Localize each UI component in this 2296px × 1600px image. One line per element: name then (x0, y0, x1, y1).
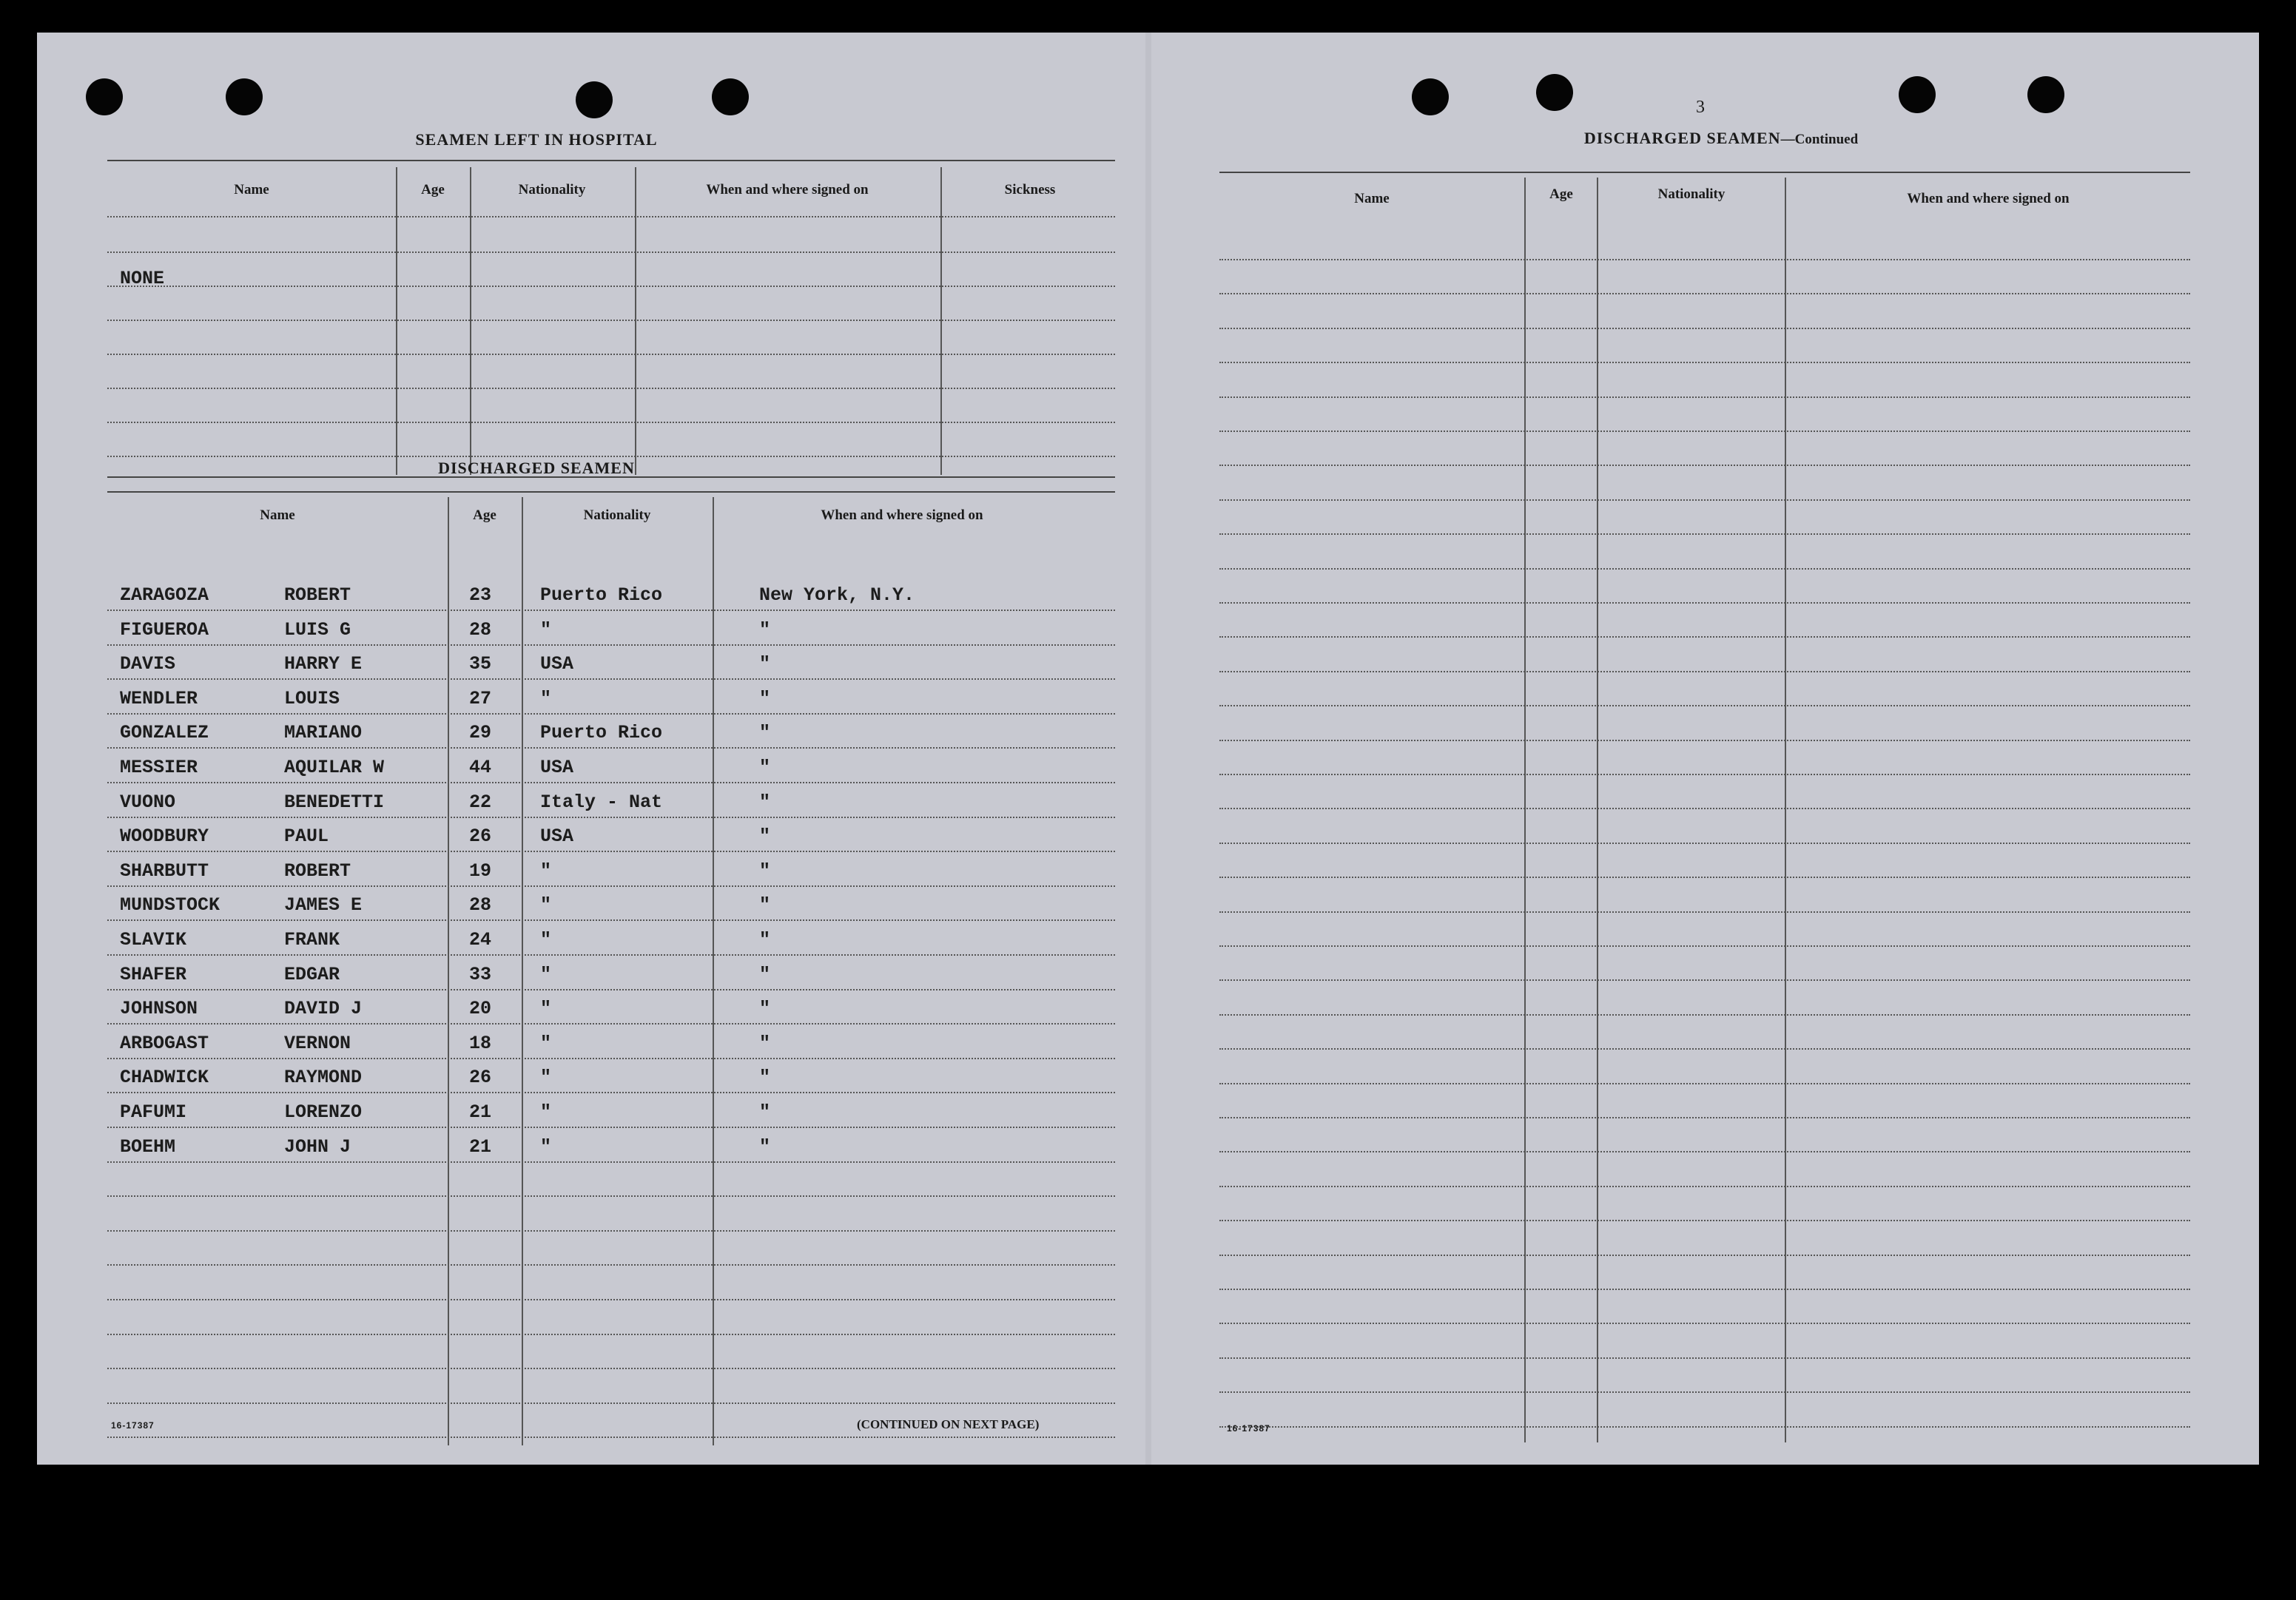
discharged-row-rule (107, 851, 1115, 852)
seaman-given-name: LUIS G (284, 619, 351, 641)
right-row-rule (1219, 911, 2190, 913)
seaman-nationality: USA (540, 757, 574, 778)
discharged-continued-title-text: DISCHARGED SEAMEN (1583, 129, 1781, 147)
seaman-nationality: " (540, 1136, 552, 1158)
seaman-nationality: Puerto Rico (540, 722, 663, 743)
seaman-surname: MUNDSTOCK (120, 894, 220, 916)
discharged-row-rule (107, 610, 1115, 611)
right-row-rule (1219, 1323, 2190, 1324)
discharged-row-rule (107, 1437, 1115, 1438)
seaman-surname: PAFUMI (120, 1101, 187, 1123)
discharged-row-rule (107, 1127, 1115, 1128)
seaman-signed-on: " (759, 964, 771, 985)
right-row-rule (1219, 636, 2190, 638)
seaman-signed-on: " (759, 998, 771, 1019)
hospital-row-rule (107, 354, 1115, 355)
right-row-rule (1219, 1289, 2190, 1290)
seaman-age: 27 (469, 688, 492, 709)
seaman-nationality: " (540, 619, 552, 641)
seaman-given-name: FRANK (284, 929, 340, 951)
seaman-surname: WOODBURY (120, 826, 209, 847)
discharged-row-rule (107, 678, 1115, 680)
seaman-surname: SLAVIK (120, 929, 187, 951)
hospital-row-rule (107, 388, 1115, 389)
discharged-col-divider (713, 497, 714, 1445)
hospital-row-rule (107, 216, 1115, 217)
right-page (1151, 33, 2259, 1465)
seaman-age: 29 (469, 722, 492, 743)
right-top-rule (1219, 172, 2190, 173)
punch-hole (226, 78, 263, 115)
seaman-signed-on: " (759, 619, 771, 641)
seaman-nationality: " (540, 894, 552, 916)
seaman-signed-on: " (759, 757, 771, 778)
seaman-surname: WENDLER (120, 688, 198, 709)
right-row-rule (1219, 362, 2190, 363)
hospital-row-rule (107, 320, 1115, 321)
punch-hole (1899, 76, 1936, 113)
hospital-header-age: Age (421, 182, 445, 198)
right-row-rule (1219, 705, 2190, 706)
seaman-nationality: USA (540, 653, 574, 675)
hospital-col-divider (635, 167, 636, 475)
right-header-age: Age (1549, 186, 1573, 202)
seaman-given-name: MARIANO (284, 722, 363, 743)
discharged-col-divider (448, 497, 449, 1445)
right-row-rule (1219, 1391, 2190, 1393)
discharged-row-rule (107, 1334, 1115, 1335)
seaman-nationality: " (540, 929, 552, 951)
seaman-surname: ZARAGOZA (120, 584, 209, 606)
seaman-given-name: LOUIS (284, 688, 340, 709)
right-row-rule (1219, 671, 2190, 672)
seaman-nationality: " (540, 998, 552, 1019)
discharged-row-rule (107, 1195, 1115, 1197)
seaman-surname: GONZALEZ (120, 722, 209, 743)
seaman-given-name: AQUILAR W (284, 757, 385, 778)
left-page (37, 33, 1151, 1465)
right-header-name: Name (1354, 191, 1390, 206)
seaman-signed-on: " (759, 722, 771, 743)
right-row-rule (1219, 293, 2190, 294)
seaman-nationality: USA (540, 826, 574, 847)
page-number: 3 (1696, 98, 1705, 117)
discharged-row-rule (107, 1023, 1115, 1025)
seaman-age: 44 (469, 757, 492, 778)
hospital-col-divider (396, 167, 397, 475)
right-row-rule (1219, 1014, 2190, 1016)
discharged-row-rule (107, 713, 1115, 715)
right-row-rule (1219, 979, 2190, 981)
seaman-nationality: Italy - Nat (540, 791, 663, 813)
punch-hole (712, 78, 749, 115)
discharged-row-rule (107, 954, 1115, 956)
right-row-rule (1219, 877, 2190, 878)
discharged-row-rule (107, 989, 1115, 990)
discharged-row-rule (107, 1230, 1115, 1232)
seaman-given-name: LORENZO (284, 1101, 363, 1123)
right-row-rule (1219, 465, 2190, 466)
seaman-age: 26 (469, 1067, 492, 1088)
right-row-rule (1219, 396, 2190, 398)
right-row-rule (1219, 533, 2190, 535)
seaman-surname: CHADWICK (120, 1067, 209, 1088)
seaman-surname: VUONO (120, 791, 176, 813)
punch-hole (86, 78, 123, 115)
seaman-age: 20 (469, 998, 492, 1019)
seaman-age: 28 (469, 619, 492, 641)
seaman-surname: DAVIS (120, 653, 176, 675)
seaman-surname: FIGUEROA (120, 619, 209, 641)
seaman-signed-on: New York, N.Y. (759, 584, 915, 606)
discharged-row-rule (107, 1161, 1115, 1163)
hospital-top-rule (107, 160, 1115, 161)
discharged-row-rule (107, 885, 1115, 887)
seaman-given-name: BENEDETTI (284, 791, 385, 813)
seaman-surname: BOEHM (120, 1136, 176, 1158)
punch-hole (2027, 76, 2064, 113)
discharged-row-rule (107, 817, 1115, 818)
seaman-surname: ARBOGAST (120, 1033, 209, 1054)
punch-hole (576, 81, 613, 118)
punch-hole (1412, 78, 1449, 115)
discharged-row-rule (107, 1058, 1115, 1059)
right-col-divider (1597, 178, 1598, 1442)
hospital-header-signed-on: When and where signed on (706, 182, 869, 198)
seaman-age: 24 (469, 929, 492, 951)
punch-hole (1536, 74, 1573, 111)
seaman-given-name: JAMES E (284, 894, 363, 916)
discharged-row-rule (107, 1368, 1115, 1369)
seaman-given-name: JOHN J (284, 1136, 351, 1158)
discharged-row-rule (107, 644, 1115, 646)
seaman-signed-on: " (759, 1101, 771, 1123)
seaman-given-name: DAVID J (284, 998, 363, 1019)
seaman-age: 23 (469, 584, 492, 606)
right-col-divider (1524, 178, 1526, 1442)
seaman-nationality: " (540, 1067, 552, 1088)
discharged-continued-title (1551, 129, 1891, 148)
seaman-signed-on: " (759, 860, 771, 882)
discharged-row-rule (107, 1402, 1115, 1404)
seaman-signed-on: " (759, 1136, 771, 1158)
hospital-header-name: Name (234, 182, 269, 198)
right-row-rule (1219, 328, 2190, 329)
seaman-signed-on: " (759, 653, 771, 675)
discharged-row-rule (107, 919, 1115, 921)
right-row-rule (1219, 843, 2190, 844)
discharged-row-rule (107, 1092, 1115, 1093)
hospital-row-rule (107, 422, 1115, 423)
hospital-col-divider (940, 167, 942, 475)
hospital-row-rule (107, 252, 1115, 253)
seaman-signed-on: " (759, 1033, 771, 1054)
right-row-rule (1219, 1151, 2190, 1152)
seaman-given-name: ROBERT (284, 584, 351, 606)
seaman-signed-on: " (759, 1067, 771, 1088)
right-col-divider (1785, 178, 1786, 1442)
seaman-given-name: EDGAR (284, 964, 340, 985)
discharged-header-nationality: Nationality (583, 507, 651, 523)
discharged-row-rule (107, 747, 1115, 749)
seaman-surname: MESSIER (120, 757, 198, 778)
right-row-rule (1219, 431, 2190, 432)
seaman-given-name: PAUL (284, 826, 329, 847)
seaman-age: 33 (469, 964, 492, 985)
title-dash: — (1780, 132, 1795, 147)
right-row-rule (1219, 1083, 2190, 1084)
discharged-continued-suffix: Continued (1794, 132, 1859, 147)
hospital-header-sickness: Sickness (1004, 182, 1056, 198)
right-row-rule (1219, 568, 2190, 570)
seaman-age: 18 (469, 1033, 492, 1054)
right-row-rule (1219, 945, 2190, 947)
seaman-surname: SHAFER (120, 964, 187, 985)
seaman-nationality: " (540, 964, 552, 985)
seaman-signed-on: " (759, 929, 771, 951)
discharged-header-signed-on: When and where signed on (821, 507, 983, 523)
discharged-row-rule (107, 782, 1115, 783)
continued-footer: (CONTINUED ON NEXT PAGE) (857, 1417, 1040, 1431)
right-row-rule (1219, 1186, 2190, 1187)
seaman-given-name: ROBERT (284, 860, 351, 882)
seaman-nationality: " (540, 688, 552, 709)
hospital-row-rule (107, 286, 1115, 287)
right-row-rule (1219, 259, 2190, 260)
seaman-age: 19 (469, 860, 492, 882)
discharged-section-title: DISCHARGED SEAMEN (438, 459, 635, 477)
seaman-surname: SHARBUTT (120, 860, 209, 882)
seaman-given-name: RAYMOND (284, 1067, 363, 1088)
seaman-age: 21 (469, 1136, 492, 1158)
discharged-header-name: Name (260, 507, 295, 523)
right-row-rule (1219, 1220, 2190, 1221)
right-row-rule (1219, 740, 2190, 741)
seaman-nationality: " (540, 1101, 552, 1123)
discharged-top-rule (107, 491, 1115, 493)
right-row-rule (1219, 1255, 2190, 1256)
seaman-age: 22 (469, 791, 492, 813)
hospital-col-divider (470, 167, 471, 475)
right-row-rule (1219, 1048, 2190, 1050)
seaman-given-name: VERNON (284, 1033, 351, 1054)
right-header-signed-on: When and where signed on (1907, 191, 2070, 206)
right-row-rule (1219, 1426, 2190, 1428)
right-row-rule (1219, 774, 2190, 775)
seaman-given-name: HARRY E (284, 653, 363, 675)
seaman-signed-on: " (759, 826, 771, 847)
seaman-age: 21 (469, 1101, 492, 1123)
discharged-row-rule (107, 1264, 1115, 1266)
right-row-rule (1219, 1357, 2190, 1359)
right-row-rule (1219, 602, 2190, 604)
seaman-nationality: " (540, 1033, 552, 1054)
seaman-surname: JOHNSON (120, 998, 198, 1019)
right-row-rule (1219, 1117, 2190, 1118)
hospital-entry: NONE (120, 268, 165, 289)
seaman-signed-on: " (759, 894, 771, 916)
seaman-signed-on: " (759, 791, 771, 813)
discharged-row-rule (107, 1299, 1115, 1300)
seaman-age: 35 (469, 653, 492, 675)
form-number: 16-17387 (111, 1420, 155, 1431)
right-row-rule (1219, 499, 2190, 501)
hospital-header-nationality: Nationality (518, 182, 586, 198)
seaman-signed-on: " (759, 688, 771, 709)
discharged-col-divider (522, 497, 523, 1445)
form-number: 16-17387 (1227, 1423, 1270, 1434)
right-header-nationality: Nationality (1657, 186, 1726, 202)
seaman-age: 26 (469, 826, 492, 847)
seaman-nationality: " (540, 860, 552, 882)
seaman-nationality: Puerto Rico (540, 584, 663, 606)
hospital-section-title: SEAMEN LEFT IN HOSPITAL (415, 130, 658, 149)
hospital-row-rule (107, 456, 1115, 457)
seaman-age: 28 (469, 894, 492, 916)
right-row-rule (1219, 808, 2190, 809)
discharged-header-age: Age (473, 507, 496, 523)
